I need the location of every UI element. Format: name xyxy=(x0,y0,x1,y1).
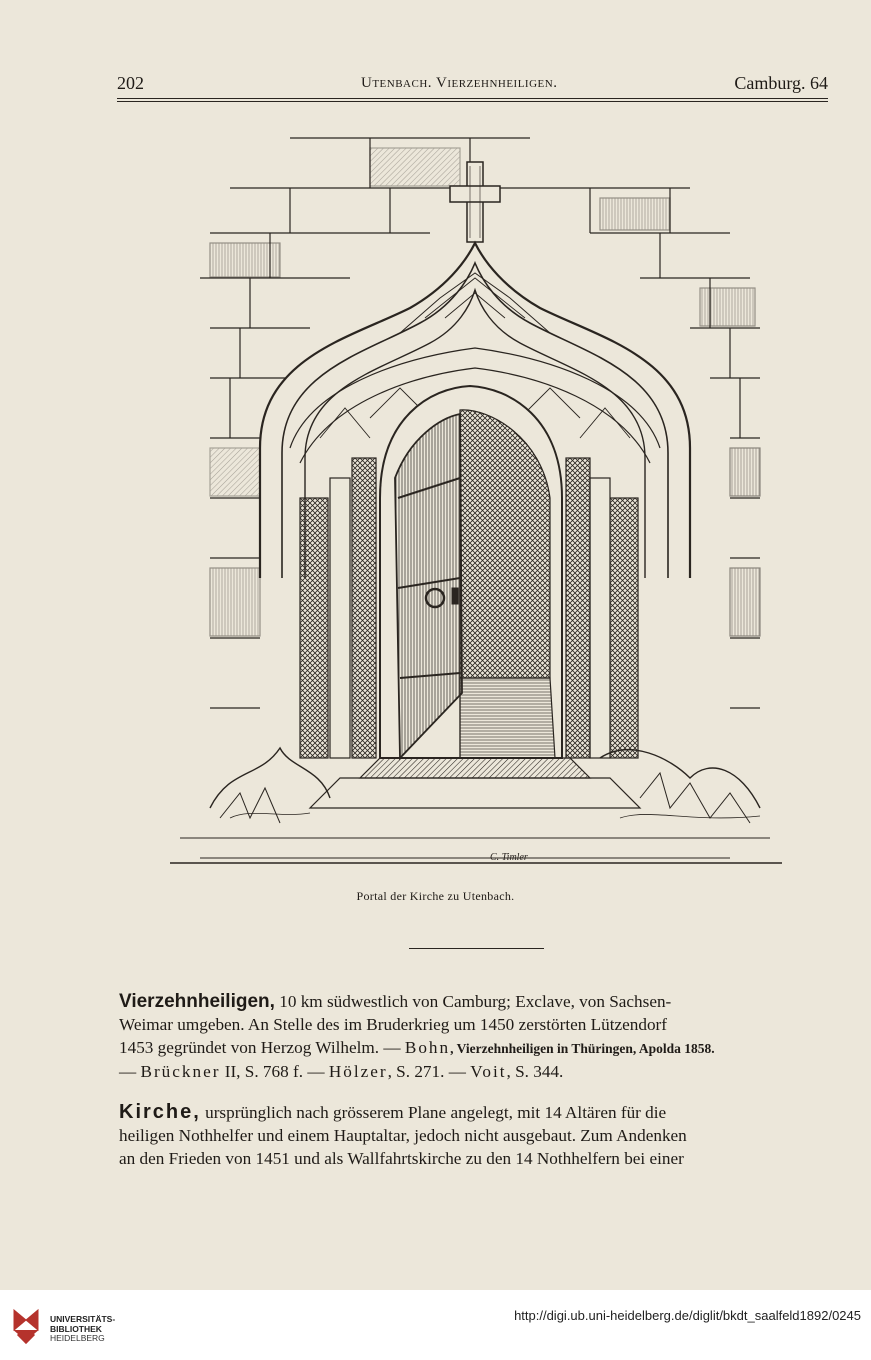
permalink-url[interactable]: http://digi.ub.uni-heidelberg.de/diglit/bkdt_saalfeld1892/0245 xyxy=(514,1308,861,1323)
text-fragment: II, S. 768 f. — xyxy=(220,1062,329,1081)
running-title: Utenbach. Vierzehnheiligen. xyxy=(361,75,558,91)
library-name[interactable] xyxy=(50,1315,115,1344)
section-separator xyxy=(409,948,544,949)
library-name-line: HEIDELBERG xyxy=(50,1333,105,1343)
engraver-signature: C. Timler xyxy=(490,852,528,863)
paragraph-kirche xyxy=(119,1101,832,1170)
text-line: heiligen Nothhelfer und einem Hauptaltar, jedoch nicht ausgebaut. Zum Andenken xyxy=(119,1126,687,1145)
author-name: Voit xyxy=(470,1062,507,1081)
text-line: an den Frieden von 1451 und als Wallfahrtskirche zu den 14 Nothhelfern bei einer xyxy=(119,1149,684,1168)
running-header xyxy=(117,70,828,96)
header-rule-second xyxy=(117,101,828,102)
figure-caption: Portal der Kirche zu Utenbach. xyxy=(356,889,515,903)
text-line: 10 km südwestlich von Camburg; Exclave, von Sachsen- xyxy=(274,992,672,1011)
text-line: 1453 gegründet von Herzog Wilhelm. — xyxy=(119,1038,405,1057)
paragraph-vierzehnheiligen xyxy=(119,990,832,1083)
author-name: Hölzer xyxy=(328,1062,388,1081)
text-line: ursprünglich nach grösserem Plane angelegt, mit 14 Altären für die xyxy=(200,1103,667,1122)
text-fragment: — xyxy=(119,1062,141,1081)
text-line: Weimar umgeben. An Stelle des im Bruderkrieg um 1450 zerstörten Lützendorf xyxy=(119,1015,667,1034)
running-header-right: Camburg. 64 xyxy=(734,73,828,93)
portal-engraving xyxy=(170,118,782,878)
author-name: Bohn xyxy=(404,1038,451,1057)
reference-text: , Vierzehnheiligen in Thüringen, Apolda 1858. xyxy=(450,1041,715,1056)
text-fragment: , S. 271. — xyxy=(387,1062,471,1081)
author-name: Brückner xyxy=(140,1062,221,1081)
steps-and-ground xyxy=(170,748,782,863)
header-rule xyxy=(117,98,828,99)
viewer-footer xyxy=(0,1290,871,1360)
text-fragment: , S. 344. xyxy=(506,1062,564,1081)
library-name-line: BIBLIOTHEK xyxy=(50,1323,102,1334)
page-number: 202 xyxy=(117,73,144,93)
entry-heading: Vierzehnheiligen, xyxy=(119,991,275,1012)
library-name-line: UNIVERSITÄTS- xyxy=(50,1314,116,1324)
university-library-logo-icon[interactable] xyxy=(10,1306,42,1346)
entry-heading: Kirche, xyxy=(119,1101,201,1123)
